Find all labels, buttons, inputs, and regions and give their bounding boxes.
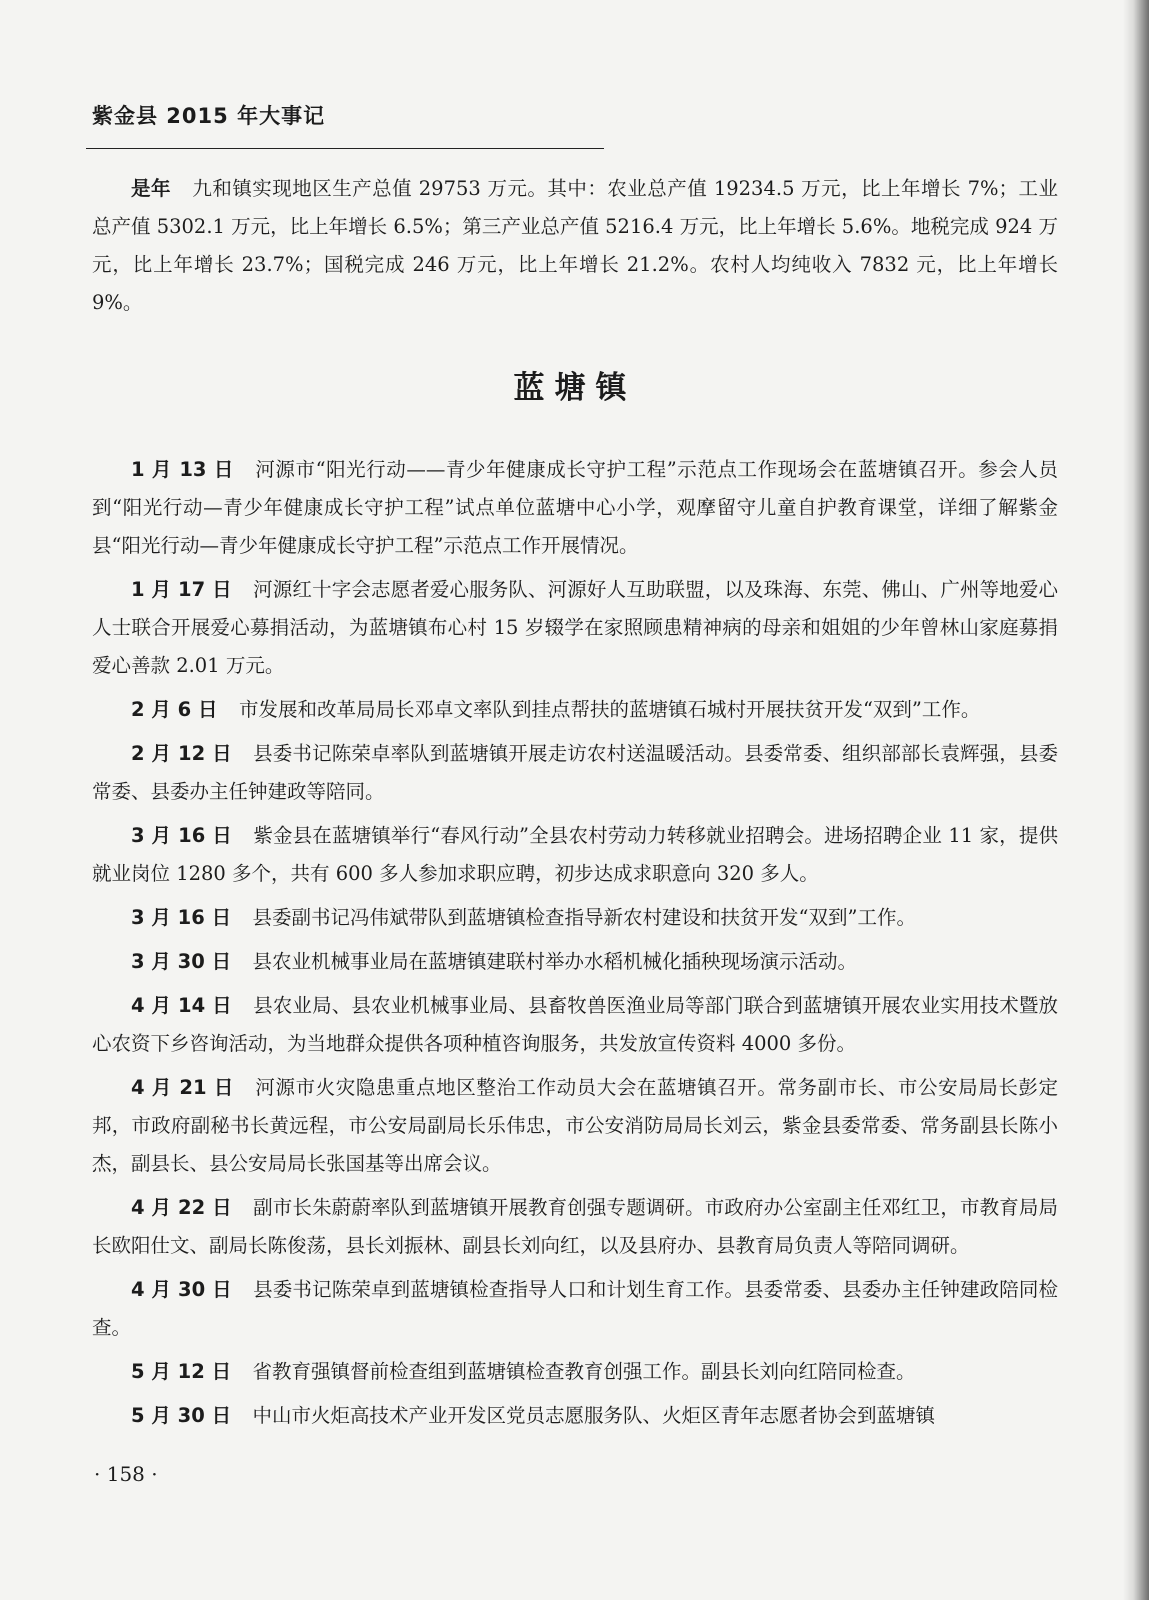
entry-date: 5 月 30 日 [131, 1404, 232, 1427]
entry-date: 4 月 22 日 [131, 1196, 232, 1219]
entry-date: 2 月 6 日 [131, 698, 218, 721]
entry-list [92, 451, 1058, 1435]
entry-text: 省教育强镇督前检查组到蓝塘镇检查教育创强工作。副县长刘向红陪同检查。 [252, 1360, 916, 1383]
running-head: 紫金县 2015 年大事记 [92, 104, 326, 128]
entry-item [92, 571, 1058, 685]
entry-date: 4 月 21 日 [131, 1076, 234, 1099]
entry-date: 5 月 12 日 [131, 1360, 232, 1383]
page-body [92, 170, 1058, 1441]
entry-date: 3 月 16 日 [131, 906, 232, 929]
scan-edge-shadow [1123, 0, 1149, 1600]
entry-text: 河源红十字会志愿者爱心服务队、河源好人互助联盟，以及珠海、东莞、佛山、广州等地爱心人士联合开展爱心募捐活动，为蓝塘镇布心村 15 岁辍学在家照顾患精神病的母亲和姐姐的少年曾林山家庭募捐爱心善款 2.01 万元。 [92, 578, 1058, 677]
entry-item [92, 735, 1058, 811]
entry-date: 3 月 16 日 [131, 824, 232, 847]
entry-item [92, 987, 1058, 1063]
entry-item [92, 1353, 1058, 1391]
entry-item [92, 1271, 1058, 1347]
entry-text: 县农业机械事业局在蓝塘镇建联村举办水稻机械化插秧现场演示活动。 [252, 950, 858, 973]
entry-item [92, 1069, 1058, 1183]
entry-date: 2 月 12 日 [131, 742, 232, 765]
entry-item [92, 1189, 1058, 1265]
entry-item [92, 899, 1058, 937]
header-rule [86, 148, 604, 149]
intro-paragraph [92, 170, 1058, 322]
entry-item [92, 817, 1058, 893]
entry-text: 县委副书记冯伟斌带队到蓝塘镇检查指导新农村建设和扶贫开发“双到”工作。 [252, 906, 916, 929]
entry-text: 市发展和改革局局长邓卓文率队到挂点帮扶的蓝塘镇石城村开展扶贫开发“双到”工作。 [238, 698, 981, 721]
entry-text: 河源市火灾隐患重点地区整治工作动员大会在蓝塘镇召开。常务副市长、市公安局局长彭定邦，市政府副秘书长黄远程，市公安局副局长乐伟忠，市公安消防局局长刘云，紫金县委常委、常务副县长陈小杰，副县长、县公安局局长张国基等出席会议。 [92, 1076, 1058, 1175]
entry-date: 4 月 14 日 [131, 994, 232, 1017]
entry-date: 1 月 13 日 [131, 458, 234, 481]
entry-item [92, 1397, 1058, 1435]
entry-item [92, 691, 1058, 729]
intro-lead: 是年 [131, 177, 171, 200]
entry-item [92, 943, 1058, 981]
entry-text: 紫金县在蓝塘镇举行“春风行动”全县农村劳动力转移就业招聘会。进场招聘企业 11 家，提供就业岗位 1280 多个，共有 600 多人参加求职应聘，初步达成求职意向 320 多人。 [92, 824, 1058, 885]
entry-text: 副市长朱蔚蔚率队到蓝塘镇开展教育创强专题调研。市政府办公室副主任邓红卫，市教育局局长欧阳仕文、副局长陈俊荡，县长刘振林、副县长刘向红，以及县府办、县教育局负责人等陪同调研。 [92, 1196, 1058, 1257]
intro-text: 九和镇实现地区生产总值 29753 万元。其中：农业总产值 19234.5 万元，比上年增长 7%；工业总产值 5302.1 万元，比上年增长 6.5%；第三产业总产值 5216.4 万元，比上年增长 5.6%。地税完成 924 万元，比上年增长 23.7%；国税完成 246 万元，比上年增长 21.2%。农村人均纯收入 7832 元，比上年增长 9%。 [92, 177, 1058, 314]
section-title: 蓝塘镇 [513, 370, 637, 406]
entry-date: 1 月 17 日 [131, 578, 232, 601]
entry-date: 4 月 30 日 [131, 1278, 232, 1301]
entry-item [92, 451, 1058, 565]
entry-text: 中山市火炬高技术产业开发区党员志愿服务队、火炬区青年志愿者协会到蓝塘镇 [252, 1404, 936, 1427]
entry-text: 县农业局、县农业机械事业局、县畜牧兽医渔业局等部门联合到蓝塘镇开展农业实用技术暨放心农资下乡咨询活动，为当地群众提供各项种植咨询服务，共发放宣传资料 4000 多份。 [92, 994, 1058, 1055]
entry-text: 河源市“阳光行动——青少年健康成长守护工程”示范点工作现场会在蓝塘镇召开。参会人员到“阳光行动—青少年健康成长守护工程”试点单位蓝塘中心小学，观摩留守儿童自护教育课堂，详细了解紫金县“阳光行动—青少年健康成长守护工程”示范点工作开展情况。 [92, 458, 1058, 557]
entry-date: 3 月 30 日 [131, 950, 232, 973]
entry-text: 县委书记陈荣卓到蓝塘镇检查指导人口和计划生育工作。县委常委、县委办主任钟建政陪同检查。 [92, 1278, 1058, 1339]
entry-text: 县委书记陈荣卓率队到蓝塘镇开展走访农村送温暖活动。县委常委、组织部部长袁辉强，县委常委、县委办主任钟建政等陪同。 [92, 742, 1058, 803]
page-number: · 158 · [94, 1462, 158, 1486]
